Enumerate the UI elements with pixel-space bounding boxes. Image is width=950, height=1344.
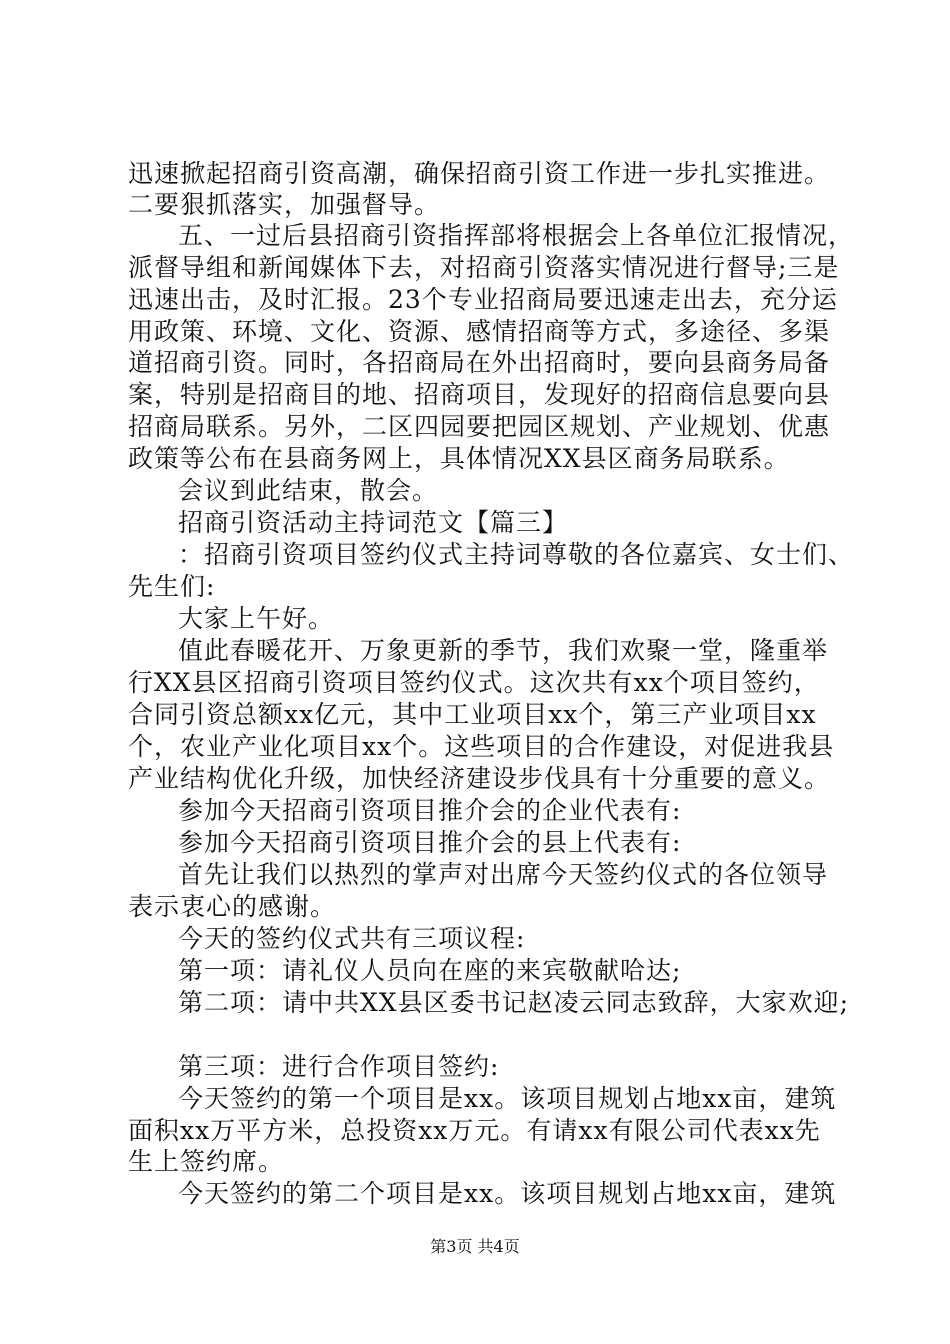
text-line: 生上签约席。 [128,1147,285,1176]
text-line: 参加今天招商引资项目推介会的企业代表有: [178,796,682,825]
text-line: 案，特别是招商目的地、招商项目，发现好的招商信息要向县 [128,380,831,409]
text-line: 参加今天招商引资项目推介会的县上代表有: [178,828,682,857]
text-line: 首先让我们以热烈的掌声对出席今天签约仪式的各位领导 [178,860,829,889]
text-line: 五、一过后县招商引资指挥部将根据会上各单位汇报情况， [178,221,855,250]
page-footer: 第3页 共4页 [430,1237,520,1256]
text-line: 行XX县区招商引资项目签约仪式。这次共有xx个项目签约， [128,668,820,697]
text-line: 第二项：请中共XX县区委书记赵凌云同志致辞，大家欢迎; [178,988,850,1017]
text-line: 表示衷心的感谢。 [128,892,337,921]
text-line: 合同引资总额xx亿元，其中工业项目xx个，第三产业项目xx [128,700,817,729]
text-line: 个，农业产业化项目xx个。这些项目的合作建设，对促进我县 [128,732,835,761]
text-line: 会议到此结束，散会。 [178,476,439,505]
text-line: 先生们: [128,572,216,601]
text-line: 迅速出击，及时汇报。23个专业招商局要迅速走出去，充分运 [128,285,838,314]
text-line: 迅速掀起招商引资高潮，确保招商引资工作进一步扎实推进。 [128,159,831,188]
text-line: 值此春暖花开、万象更新的季节，我们欢聚一堂，隆重举 [178,636,829,665]
text-line: 用政策、环境、文化、资源、感情招商等方式，多途径、多渠 [128,317,831,346]
text-line: 第三项：进行合作项目签约: [178,1052,500,1081]
text-line: 第一项：请礼仪人员向在座的来宾敬献哈达; [178,956,682,985]
text-line: 派督导组和新闻媒体下去，对招商引资落实情况进行督导;三是 [128,253,840,282]
text-line: 二要狠抓落实，加强督导。 [128,190,441,219]
text-line: 今天签约的第二个项目是xx。该项目规划占地xx亩，建筑 [178,1179,837,1208]
text-line: 道招商引资。同时，各招商局在外出招商时，要向县商务局备 [128,348,831,377]
text-line: 招商局联系。另外，二区四园要把园区规划、产业规划、优惠 [128,412,831,441]
text-line: 政策等公布在县商务网上，具体情况XX县区商务局联系。 [128,444,790,473]
text-line: 今天签约的第一个项目是xx。该项目规划占地xx亩，建筑 [178,1084,837,1113]
text-line: ：招商引资项目签约仪式主持词尊敬的各位嘉宾、女士们、 [178,540,855,569]
text-line: 产业结构优化升级，加快经济建设步伐具有十分重要的意义。 [128,764,831,793]
text-line: 大家上午好。 [178,604,335,633]
text-line: 今天的签约仪式共有三项议程: [178,924,526,953]
text-line: 招商引资活动主持词范文【篇三】 [178,508,569,537]
text-line: 面积xx万平方米，总投资xx万元。有请xx有限公司代表xx先 [128,1116,821,1145]
